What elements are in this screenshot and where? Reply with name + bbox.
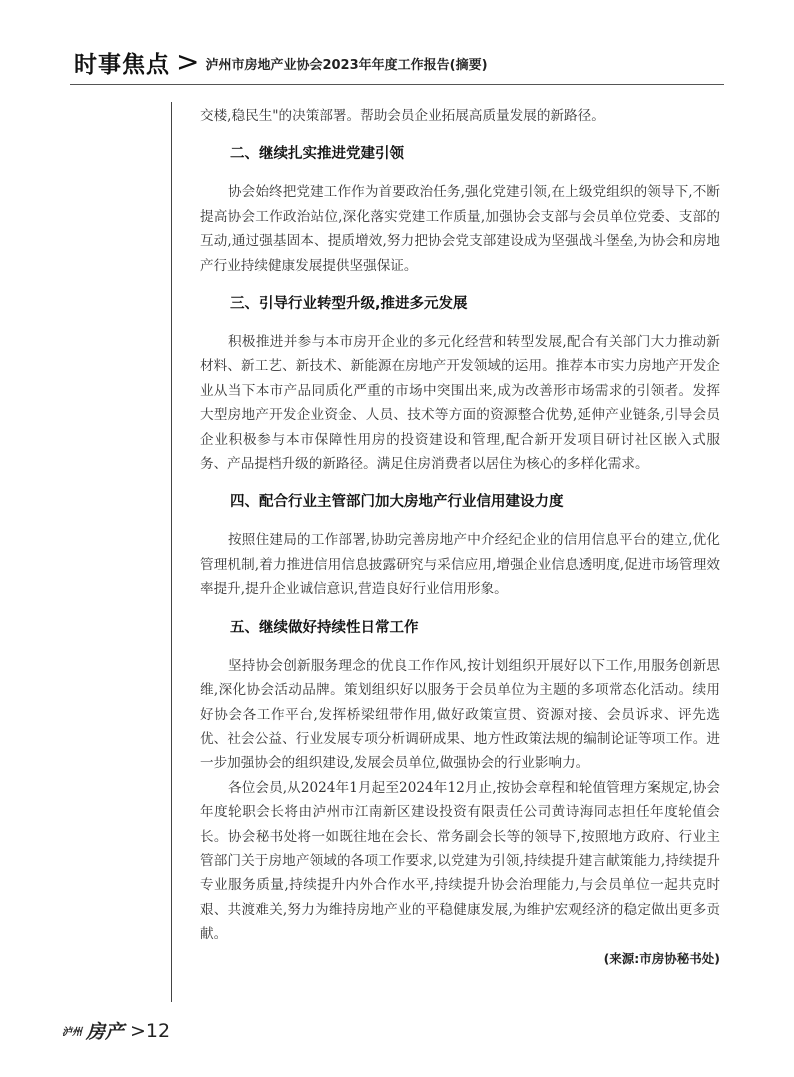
vertical-rule — [171, 102, 172, 1002]
article-body — [200, 104, 720, 967]
section-heading: 二、继续扎实推进党建引领 — [230, 146, 404, 163]
chevron-right-icon: > — [176, 45, 200, 78]
page-footer — [62, 1017, 170, 1044]
paragraph: 积极推进并参与本市房开企业的多元化经营和转型发展,配合有关部门大力推动新材料、新工艺、新技术、新能源在房地产开发领域的运用。推荐本市实力房地产开发企业从当下本市产品同质化严重的市场中突围出来,成为改善形市场需求的引领者。发挥大型房地产开发企业资金、人员、技术等方面的资源整合优势,延伸产业链条,引导会员企业积极参与本市保障性用房的投资建设和管理,配合新开发项目研讨社区嵌入式服务、产品提档升级的新路径。满足住房消费者以居住为核心的多样化需求。 — [200, 334, 720, 473]
intro-paragraph: 交楼,稳民生"的决策部署。帮助会员企业拓展高质量发展的新路径。 — [200, 108, 605, 124]
paragraph: 坚持协会创新服务理念的优良工作作风,按计划组织开展好以下工作,用服务创新思维,深化协会活动品牌。策划组织好以服务于会员单位为主题的多项常态化活动。续用好协会各工作平台,发挥桥梁纽带作用,做好政策宣贯、资源对接、会员诉求、评先选优、社会公益、行业发展专项分析调研成果、地方性政策法规的编制论证等项工作。进一步加强协会的组织建设,发展会员单位,做强协会的行业影响力。 — [200, 657, 720, 772]
source-credit: (来源:市房协秘书处) — [603, 950, 720, 966]
column-title: 时事焦点 — [74, 51, 170, 78]
magazine-logo-small: 泸州 — [62, 1027, 82, 1038]
page-number: >12 — [130, 1019, 171, 1042]
paragraph: 按照住建局的工作部署,协助完善房地产中介经纪企业的信用信息平台的建立,优化管理机制,着力推进信用信息披露研究与采信应用,增强企业信息透明度,促进市场管理效率提升,提升企业诚信意识,营造良好行业信用形象。 — [200, 532, 720, 598]
section-heading: 四、配合行业主管部门加大房地产行业信用建设力度 — [230, 494, 564, 511]
section-heading: 五、继续做好持续性日常工作 — [230, 619, 419, 636]
paragraph: 各位会员,从2024年1月起至2024年12月止,按协会章程和轮值管理方案规定,协会年度轮职会长将由泸州市江南新区建设投资有限责任公司黄诗海同志担任年度轮值会长。协会秘书处将一如既往地在会长、常务副会长等的领导下,按照地方政府、行业主管部门关于房地产领域的各项工作要求,以党建为引领,持续提升建言献策能力,持续提升专业服务质量,持续提升内外合作水平,持续提升协会治理能力,与会员单位一起共克时艰、共渡难关,努力为维持房地产业的平稳健康发展,为维护宏观经济的稳定做出更多贡献。 — [200, 779, 720, 943]
magazine-logo: 房产 — [86, 1021, 125, 1043]
paragraph: 协会始终把党建工作作为首要政治任务,强化党建引领,在上级党组织的领导下,不断提高协会工作政治站位,深化落实党建工作质量,加强协会支部与会员单位党委、支部的互动,通过强基固本、提质增效,努力把协会党支部建设成为坚强战斗堡垒,为协会和房地产行业持续健康发展提供坚强保证。 — [200, 184, 720, 274]
report-title: 泸州市房地产业协会2023年年度工作报告(摘要) — [205, 58, 488, 73]
page-header — [74, 42, 488, 82]
section-heading: 三、引导行业转型升级,推进多元发展 — [230, 296, 468, 313]
header-divider — [70, 84, 724, 85]
